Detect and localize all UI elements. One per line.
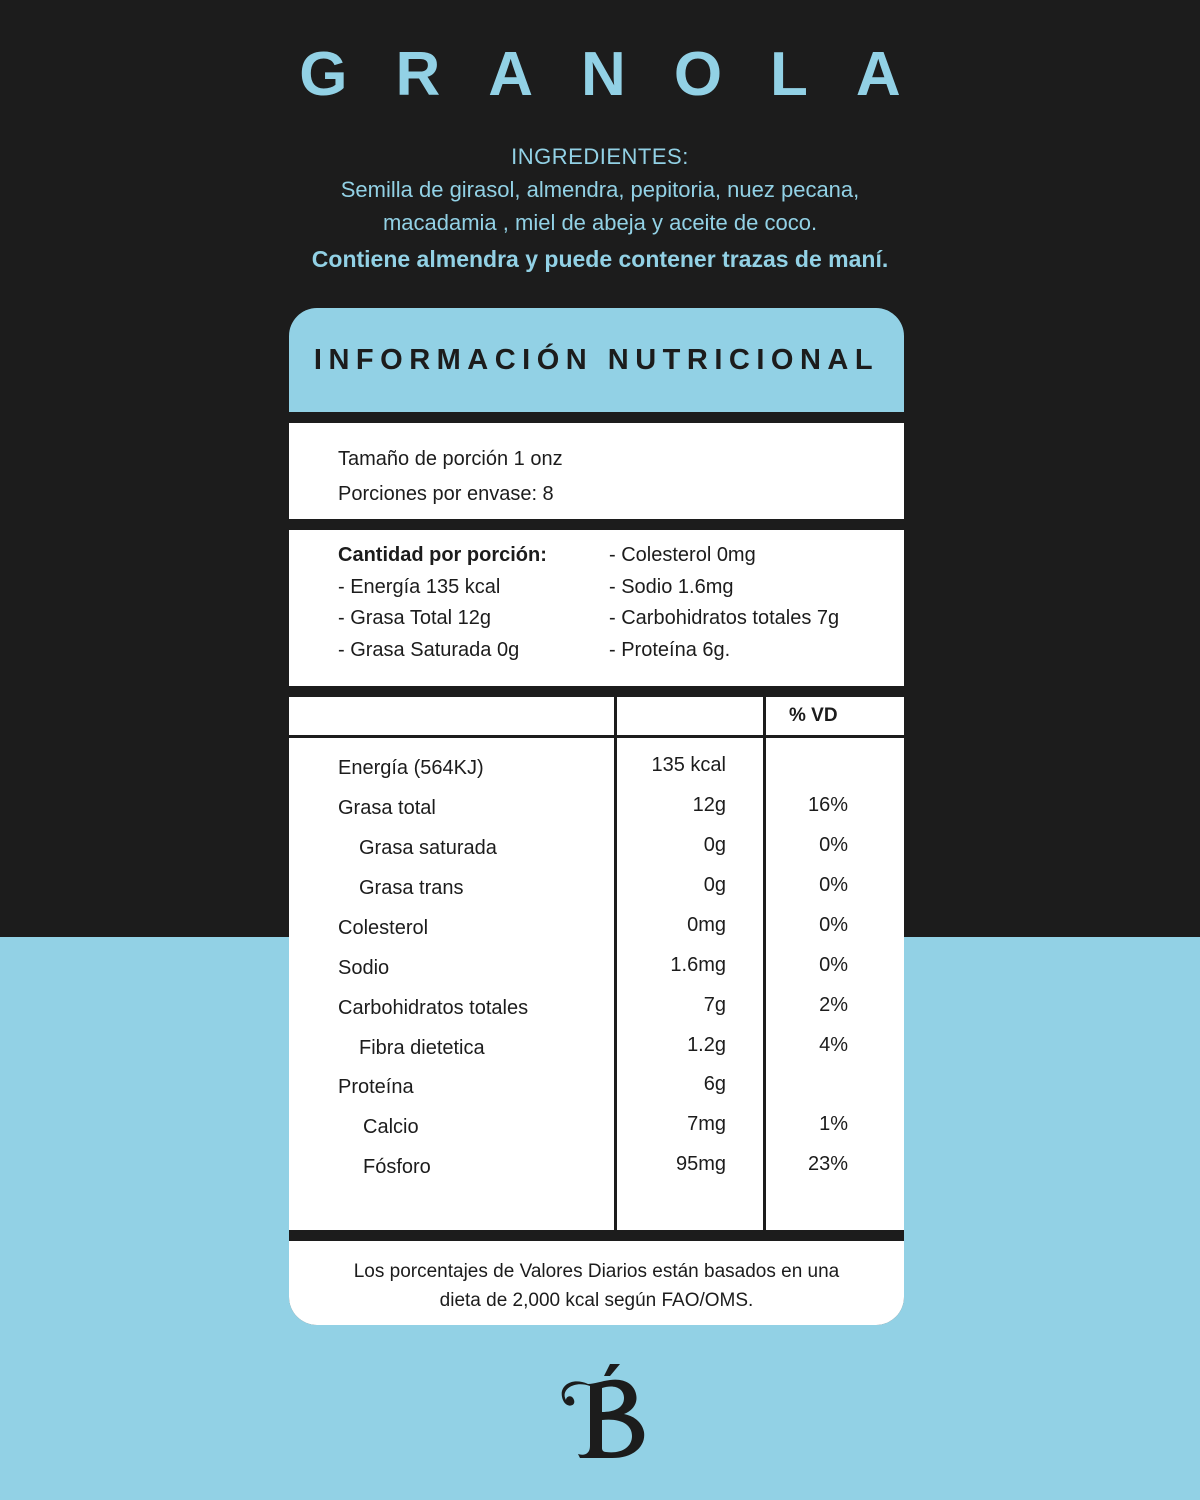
nutrition-facts-panel: [289, 308, 904, 1325]
table-row: [289, 1113, 904, 1156]
nutrient-amount: 12g: [692, 794, 726, 816]
table-row: [289, 914, 904, 957]
nutrition-header: [289, 308, 904, 412]
daily-value-heading: % VD: [789, 705, 838, 726]
nutrient-daily-value: 2%: [819, 994, 848, 1016]
amount-item: - Carbohidratos totales 7g: [609, 607, 840, 629]
allergen-warning: Contiene almendra y puede contener trazas de maní.: [311, 246, 889, 272]
nutrient-table: [289, 697, 904, 1230]
amount-item: - Proteína 6g.: [609, 638, 731, 661]
nutrient-name: Grasa trans: [359, 877, 464, 899]
footnote-line-1: Los porcentajes de Valores Diarios están basados en una: [353, 1261, 840, 1282]
daily-value-footnote: [289, 1257, 904, 1315]
nutrient-amount: 0g: [703, 874, 726, 896]
ingredients-heading: INGREDIENTES:: [511, 144, 689, 169]
nutrient-amount: 7g: [703, 994, 726, 1016]
nutrient-daily-value: 0%: [819, 874, 848, 896]
amount-heading: Cantidad por porción:: [338, 544, 547, 566]
nutrient-amount: 1.6mg: [670, 954, 726, 976]
amount-right-column: [609, 540, 839, 666]
ingredients-line-1: Semilla de girasol, almendra, pepitoria, nuez pecana,: [340, 177, 860, 202]
nutrient-name: Colesterol: [338, 917, 429, 939]
footnote-section: [289, 1241, 904, 1325]
nutrient-amount: 6g: [703, 1073, 726, 1095]
amount-item: - Grasa Saturada 0g: [338, 638, 520, 661]
nutrient-name: Grasa total: [338, 797, 436, 819]
nutrient-name: Sodio: [338, 957, 390, 979]
serving-size: Tamaño de porción 1 onz: [338, 448, 563, 470]
nutrient-name: Grasa saturada: [359, 837, 497, 859]
nutrient-daily-value: 4%: [819, 1034, 848, 1056]
nutrient-name: Fósforo: [363, 1156, 431, 1178]
nutrient-amount: 0mg: [687, 914, 726, 936]
table-row: [289, 834, 904, 877]
brand-b-logo-icon: [550, 1362, 650, 1462]
amount-item: - Colesterol 0mg: [609, 544, 756, 566]
table-row: [289, 874, 904, 917]
servings-per-container: Porciones por envase: 8: [338, 483, 554, 505]
nutrient-daily-value: 23%: [807, 1153, 848, 1175]
ingredients-block: [250, 140, 950, 276]
nutrient-daily-value: 1%: [819, 1113, 848, 1135]
table-row: [289, 754, 904, 797]
nutrient-name: Proteína: [338, 1076, 414, 1098]
nutrient-amount: 7mg: [687, 1113, 726, 1135]
nutrient-name: Carbohidratos totales: [338, 997, 529, 1019]
nutrient-daily-value: 0%: [819, 954, 848, 976]
nutrient-daily-value: 16%: [807, 794, 848, 816]
amount-per-serving-section: [289, 530, 904, 686]
nutrient-amount: 135 kcal: [651, 754, 726, 776]
table-row: [289, 994, 904, 1037]
amount-item: - Sodio 1.6mg: [609, 575, 734, 598]
table-row: [289, 1153, 904, 1196]
table-row: [289, 1073, 904, 1116]
nutrition-heading: INFORMACIÓN NUTRICIONAL: [313, 343, 880, 376]
nutrient-name: Calcio: [363, 1116, 419, 1138]
table-header-divider: [289, 735, 904, 738]
table-row: [289, 1034, 904, 1077]
ingredients-line-2: macadamia , miel de abeja y aceite de coco.: [382, 210, 818, 235]
table-row: [289, 954, 904, 997]
amount-item: - Energía 135 kcal: [338, 575, 501, 598]
amount-left-column: [338, 540, 547, 666]
nutrient-amount: 1.2g: [687, 1034, 726, 1056]
table-row: [289, 794, 904, 837]
nutrient-name: Fibra dietetica: [359, 1037, 485, 1059]
nutrient-amount: 0g: [703, 834, 726, 856]
amount-item: - Grasa Total 12g: [338, 607, 492, 629]
product-title: GRANOLA: [299, 40, 949, 109]
serving-info-section: [289, 423, 904, 519]
nutrient-daily-value: 0%: [819, 914, 848, 936]
nutrient-amount: 95mg: [675, 1153, 726, 1175]
footnote-line-2: dieta de 2,000 kcal según FAO/OMS.: [439, 1290, 754, 1311]
nutrient-daily-value: 0%: [819, 834, 848, 856]
nutrient-name: Energía (564KJ): [338, 757, 484, 779]
